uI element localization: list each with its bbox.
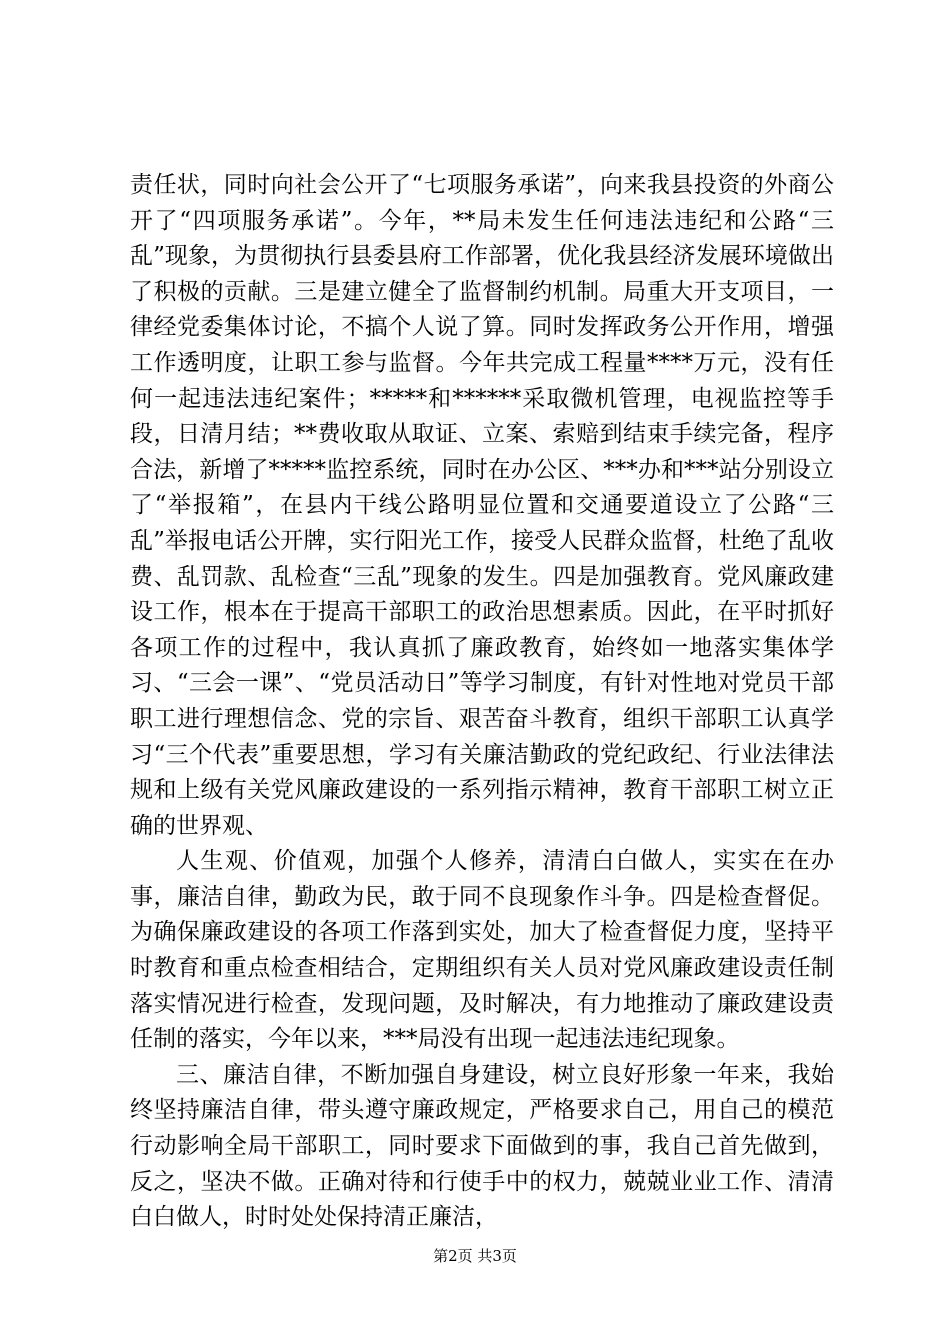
- paragraph-continued: 责任状，同时向社会公开了“七项服务承诺”，向来我县投资的外商公开了“四项服务承诺”。今年，**局未发生任何违法违纪和公路“三乱”现象，为贯彻执行县委县府工作部署，优化我县经济发展环境做出了积极的贡献。三是建立健全了监督制约机制。局重大开支项目，一律经党委集体讨论，不搞个人说了算。同时发挥政务公开作用，增强工作透明度，让职工参与监督。今年共完成工程量****万元，没有任何一起违法违纪案件；*****和******采取微机管理，电视监控等手段，日清月结；**费收取从取证、立案、索赔到结束手续完备，程序合法，新增了*****监控系统，同时在办公区、***办和***站分别设立了“举报箱”，在县内干线公路明显位置和交通要道设立了公路“三乱”举报电话公开牌，实行阳光工作，接受人民群众监督，杜绝了乱收费、乱罚款、乱检查“三乱”现象的发生。四是加强教育。党风廉政建设工作，根本在于提高干部职工的政治思想素质。因此，在平时抓好各项工作的过程中，我认真抓了廉政教育，始终如一地落实集体学习、“三会一课”、“党员活动日”等学习制度，有针对性地对党员干部职工进行理想信念、党的宗旨、艰苦奋斗教育，组织干部职工认真学习“三个代表”重要思想，学习有关廉洁勤政的党纪政纪、行业法律法规和上级有关党风廉政建设的一系列指示精神，教育干部职工树立正确的世界观、: [130, 172, 834, 839]
- paragraph-values: 人生观、价值观，加强个人修养，清清白白做人，实实在在办事，廉洁自律，勤政为民，敢于同不良现象作斗争。四是检查督促。为确保廉政建设的各项工作落到实处，加大了检查督促力度，坚持平时教育和重点检查相结合，定期组织有关人员对党风廉政建设责任制落实情况进行检查，发现问题，及时解决，有力地推动了廉政建设责任制的落实，今年以来，***局没有出现一起违法违纪现象。: [130, 848, 834, 1053]
- paragraph-section-three: 三、廉洁自律，不断加强自身建设，树立良好形象一年来，我始终坚持廉洁自律，带头遵守廉政规定，严格要求自己，用自己的模范行动影响全局干部职工，同时要求下面做到的事，我自己首先做到，反之，坚决不做。正确对待和行使手中的权力，兢兢业业工作、清清白白做人，时时处处保持清正廉洁，: [130, 1061, 834, 1231]
- document-body: [130, 168, 834, 1236]
- page-number-footer: 第2页 共3页: [433, 1247, 517, 1265]
